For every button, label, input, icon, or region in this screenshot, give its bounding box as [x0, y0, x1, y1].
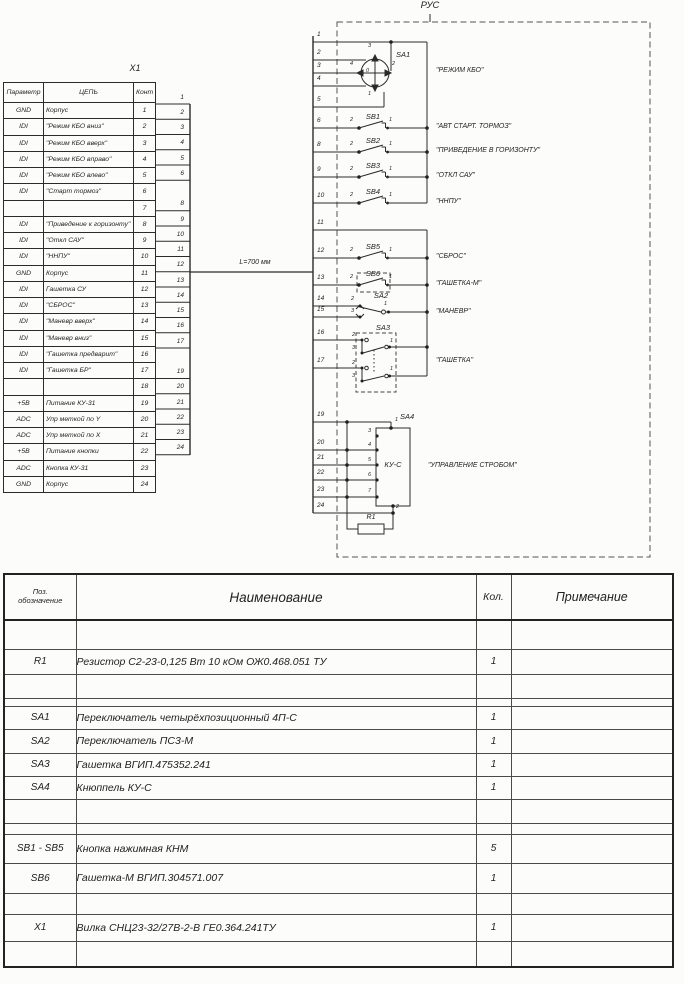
pin-number-right: 4 — [317, 75, 321, 82]
parts-row: X1 Вилка СНЦ23-32/27В-2-В ГЕ0.364.241ТУ 1 — [4, 914, 673, 941]
pin-number-right: 11 — [317, 219, 324, 226]
parts-header-qty: Кол. — [476, 574, 511, 620]
x1-connector-title: X1 — [129, 63, 141, 73]
pin-number-right: 16 — [317, 329, 325, 336]
signal-label-sb4: "ННПУ" — [436, 197, 461, 205]
switch-label-sb5: SB5 — [365, 242, 381, 251]
signal-label-sa2: "МАНЕВР" — [436, 308, 471, 315]
contact-digit: 2 — [351, 296, 355, 302]
pin-number-left: 16 — [176, 322, 184, 330]
pin-number-left: 12 — [176, 261, 184, 269]
pin-number-right: 14 — [317, 295, 325, 302]
pin-number-right: 12 — [317, 247, 325, 254]
pinout-row: IDI "Откл САУ" 9 — [4, 233, 156, 249]
pin-number-left: 9 — [180, 215, 184, 223]
pinout-row: 7 — [4, 200, 156, 216]
switch-label-sb4: SB4 — [365, 187, 381, 196]
x1-header-contact: Конт — [134, 83, 156, 103]
switch-label-sa1: SA1 — [396, 50, 411, 59]
pin-number-right: 6 — [317, 117, 321, 124]
pin-number-left: 4 — [180, 139, 184, 147]
contact-digit: 2 — [350, 117, 354, 123]
x1-header-circuit: ЦЕПЬ — [44, 83, 134, 103]
parts-row: SB1 - SB5 Кнопка нажимная КНМ 5 — [4, 834, 673, 863]
pinout-row: GND Корпус 1 — [4, 103, 156, 119]
contact-digit: 1 — [389, 166, 393, 172]
pin-number-right: 10 — [317, 192, 325, 199]
x1-header-param: Параметр — [4, 83, 44, 103]
contact-digit: 3 — [352, 373, 356, 379]
signal-label-sb2: "ПРИВЕДЕНИЕ В ГОРИЗОНТУ" — [436, 146, 541, 154]
parts-list-table — [3, 573, 674, 968]
pin-number-right: 23 — [317, 486, 325, 493]
contact-digit: 1 — [389, 247, 393, 253]
switch-sa1 — [357, 42, 391, 107]
pinout-row: IDI "Старт тормоз" 6 — [4, 184, 156, 200]
pinout-row: IDI "Гашетка БР" 17 — [4, 363, 156, 379]
parts-row: SA3 Гашетка ВГИП.475352.241 1 — [4, 753, 673, 776]
rus-title: РУС — [420, 0, 440, 11]
contact-digit: 2 — [350, 166, 354, 172]
contact-digit: 1 — [389, 117, 393, 123]
contact-digit: 6 — [368, 472, 372, 478]
resistor-r1-label: R1 — [366, 514, 376, 521]
switch-label-sa3: SA3 — [375, 323, 391, 332]
contact-digit: 2 — [350, 274, 354, 280]
contact-digit: 1 — [390, 366, 394, 372]
pin-number-left: 22 — [176, 413, 184, 421]
contact-digit: 3 — [352, 345, 356, 351]
parts-row — [4, 620, 673, 649]
pinout-row: IDI "Маневр вниз" 15 — [4, 330, 156, 346]
pin-number-left: 21 — [176, 398, 184, 406]
pin-number-left: 14 — [176, 291, 184, 299]
contact-digit: 2 — [352, 332, 356, 338]
pinout-row: IDI "Маневр вверх" 14 — [4, 314, 156, 330]
parts-row — [4, 698, 673, 706]
pinout-row: IDI "Гашетка предварит" 16 — [4, 346, 156, 362]
pin-number-right: 9 — [317, 166, 321, 173]
parts-row: SA4 Кнюппель КУ-С 1 — [4, 776, 673, 799]
contact-digit: 1 — [389, 141, 393, 147]
pin-number-right: 5 — [317, 96, 321, 103]
signal-label-sb1: "АВТ СТАРТ. ТОРМОЗ" — [436, 122, 512, 130]
pin-number-left: 5 — [180, 154, 184, 162]
parts-header-pos: Поз. обозначение — [4, 574, 76, 620]
pin-number-left: 11 — [177, 246, 184, 253]
switch-sa2 — [356, 305, 427, 318]
junction-dots — [345, 40, 429, 515]
contact-digit: 2 — [350, 192, 354, 198]
contact-digit: 0 — [366, 68, 370, 74]
parts-row: SB6 Гашетка-М ВГИП.304571.007 1 — [4, 863, 673, 893]
contact-digit: 1 — [389, 192, 393, 198]
contact-digit: 1 — [395, 417, 399, 423]
contact-digit: 1 — [384, 301, 388, 307]
parts-row: SA2 Переключатель ПС3-М 1 — [4, 729, 673, 753]
pinout-row: ADC Кнопка КУ-31 23 — [4, 460, 156, 476]
contact-digit: 1 — [390, 338, 394, 344]
parts-header-name: Наименование — [76, 574, 476, 620]
pin-number-left: 24 — [176, 444, 184, 452]
contact-digit: 4 — [350, 61, 354, 67]
contact-digit: 2 — [352, 360, 356, 366]
pin-number-left: 1 — [180, 93, 184, 101]
pinout-row: GND Корпус 24 — [4, 476, 156, 492]
cable-length-label: L=700 мм — [239, 259, 271, 266]
pin-number-right: 3 — [317, 62, 321, 69]
pin-number-left: 15 — [176, 307, 184, 314]
pin-number-left: 2 — [180, 108, 184, 116]
signal-label-sa1: "РЕЖИМ КБО" — [436, 67, 484, 74]
pin-number-left: 23 — [176, 429, 184, 436]
signal-label-sb6: "ГАШЕТКА-М" — [436, 279, 482, 287]
signal-label-sa4: "УПРАВЛЕНИЕ СТРОБОМ" — [428, 462, 517, 469]
switch-label-sa2: SA2 — [373, 291, 389, 300]
switch-label-sb3: SB3 — [365, 161, 381, 170]
switch-label-sb6: SB6 — [365, 269, 381, 278]
contact-digit: 3 — [368, 428, 372, 434]
pin-number-left: 13 — [176, 276, 184, 284]
contact-digit: 3 — [351, 308, 355, 314]
contact-digit: 1 — [389, 274, 393, 280]
pinout-row: +5В Питание КУ-31 19 — [4, 395, 156, 411]
pinout-row: IDI Гашетка СУ 12 — [4, 281, 156, 297]
parts-row — [4, 823, 673, 834]
pin-number-right: 8 — [317, 141, 321, 148]
parts-row — [4, 799, 673, 823]
pin-number-right: 22 — [317, 469, 325, 476]
pin-number-left: 19 — [176, 368, 184, 375]
pinout-row: IDI "ННПУ" 10 — [4, 249, 156, 265]
parts-row — [4, 893, 673, 914]
pin-number-left: 17 — [176, 337, 184, 345]
pin-number-left: 3 — [180, 124, 184, 131]
parts-row: R1 Резистор С2-23-0,125 Вт 10 кОм ОЖ0.468.051 ТУ 1 — [4, 649, 673, 674]
contact-digit: 2 — [350, 247, 354, 253]
pinout-row: IDI "Режим КБО вправо" 4 — [4, 151, 156, 167]
pin-number-left: 6 — [180, 169, 184, 177]
pinout-row: IDI "Режим КБО вверх" 3 — [4, 135, 156, 151]
pinout-row: IDI "Режим КБО влево" 5 — [4, 168, 156, 184]
signal-label-sb3: "ОТКЛ САУ" — [436, 171, 475, 179]
pinout-row: ADC Упр меткой по Y 20 — [4, 411, 156, 427]
pin-number-right: 1 — [317, 31, 321, 38]
signal-label-sa3: "ГАШЕТКА" — [436, 357, 474, 364]
pin-number-right: 13 — [317, 274, 325, 281]
pinout-row: 18 — [4, 379, 156, 395]
pin-number-right: 21 — [317, 454, 325, 461]
stick-box-label: КУ-С — [384, 460, 402, 469]
pin-number-left: 8 — [180, 200, 184, 208]
contact-digit: 2 — [396, 504, 400, 510]
contact-digit: 5 — [368, 457, 372, 463]
resistor-r1-symbol — [358, 524, 384, 534]
pin-number-right: 15 — [317, 306, 325, 313]
parts-header-note: Примечание — [511, 574, 673, 620]
parts-row: SA1 Переключатель четырёхпозиционный 4П-С 1 — [4, 706, 673, 729]
pinout-row: GND Корпус 11 — [4, 265, 156, 281]
pin-number-right: 24 — [317, 502, 325, 509]
pinout-row: ADC Упр меткой по X 21 — [4, 428, 156, 444]
pin-number-right: 20 — [317, 439, 325, 446]
pin-number-left: 20 — [176, 383, 184, 391]
parts-row — [4, 941, 673, 967]
pin-number-right: 19 — [317, 411, 325, 418]
contact-digit: 1 — [368, 91, 372, 97]
pin-number-right: 2 — [317, 49, 321, 56]
parts-row — [4, 674, 673, 698]
x1-pinout-table — [3, 82, 156, 493]
contact-digit: 4 — [368, 442, 372, 448]
contact-digit: 2 — [350, 141, 354, 147]
signal-label-sb5: "СБРОС" — [436, 252, 466, 260]
contact-digit: 7 — [368, 488, 372, 494]
switch-label-sb2: SB2 — [365, 136, 381, 145]
pinout-row: IDI "Режим КБО вниз" 2 — [4, 119, 156, 135]
pinout-row: +5В Питание кнопки 22 — [4, 444, 156, 460]
pin-number-left: 10 — [176, 230, 184, 238]
pin-number-right: 17 — [317, 357, 325, 364]
contact-digit: 2 — [392, 61, 396, 67]
contact-digit: 3 — [368, 43, 372, 49]
switch-label-sa4: SA4 — [400, 412, 415, 421]
switch-label-sb1: SB1 — [365, 112, 381, 121]
pinout-row: IDI "Приведение к горизонту" 8 — [4, 216, 156, 232]
pinout-row: IDI "СБРОС" 13 — [4, 298, 156, 314]
